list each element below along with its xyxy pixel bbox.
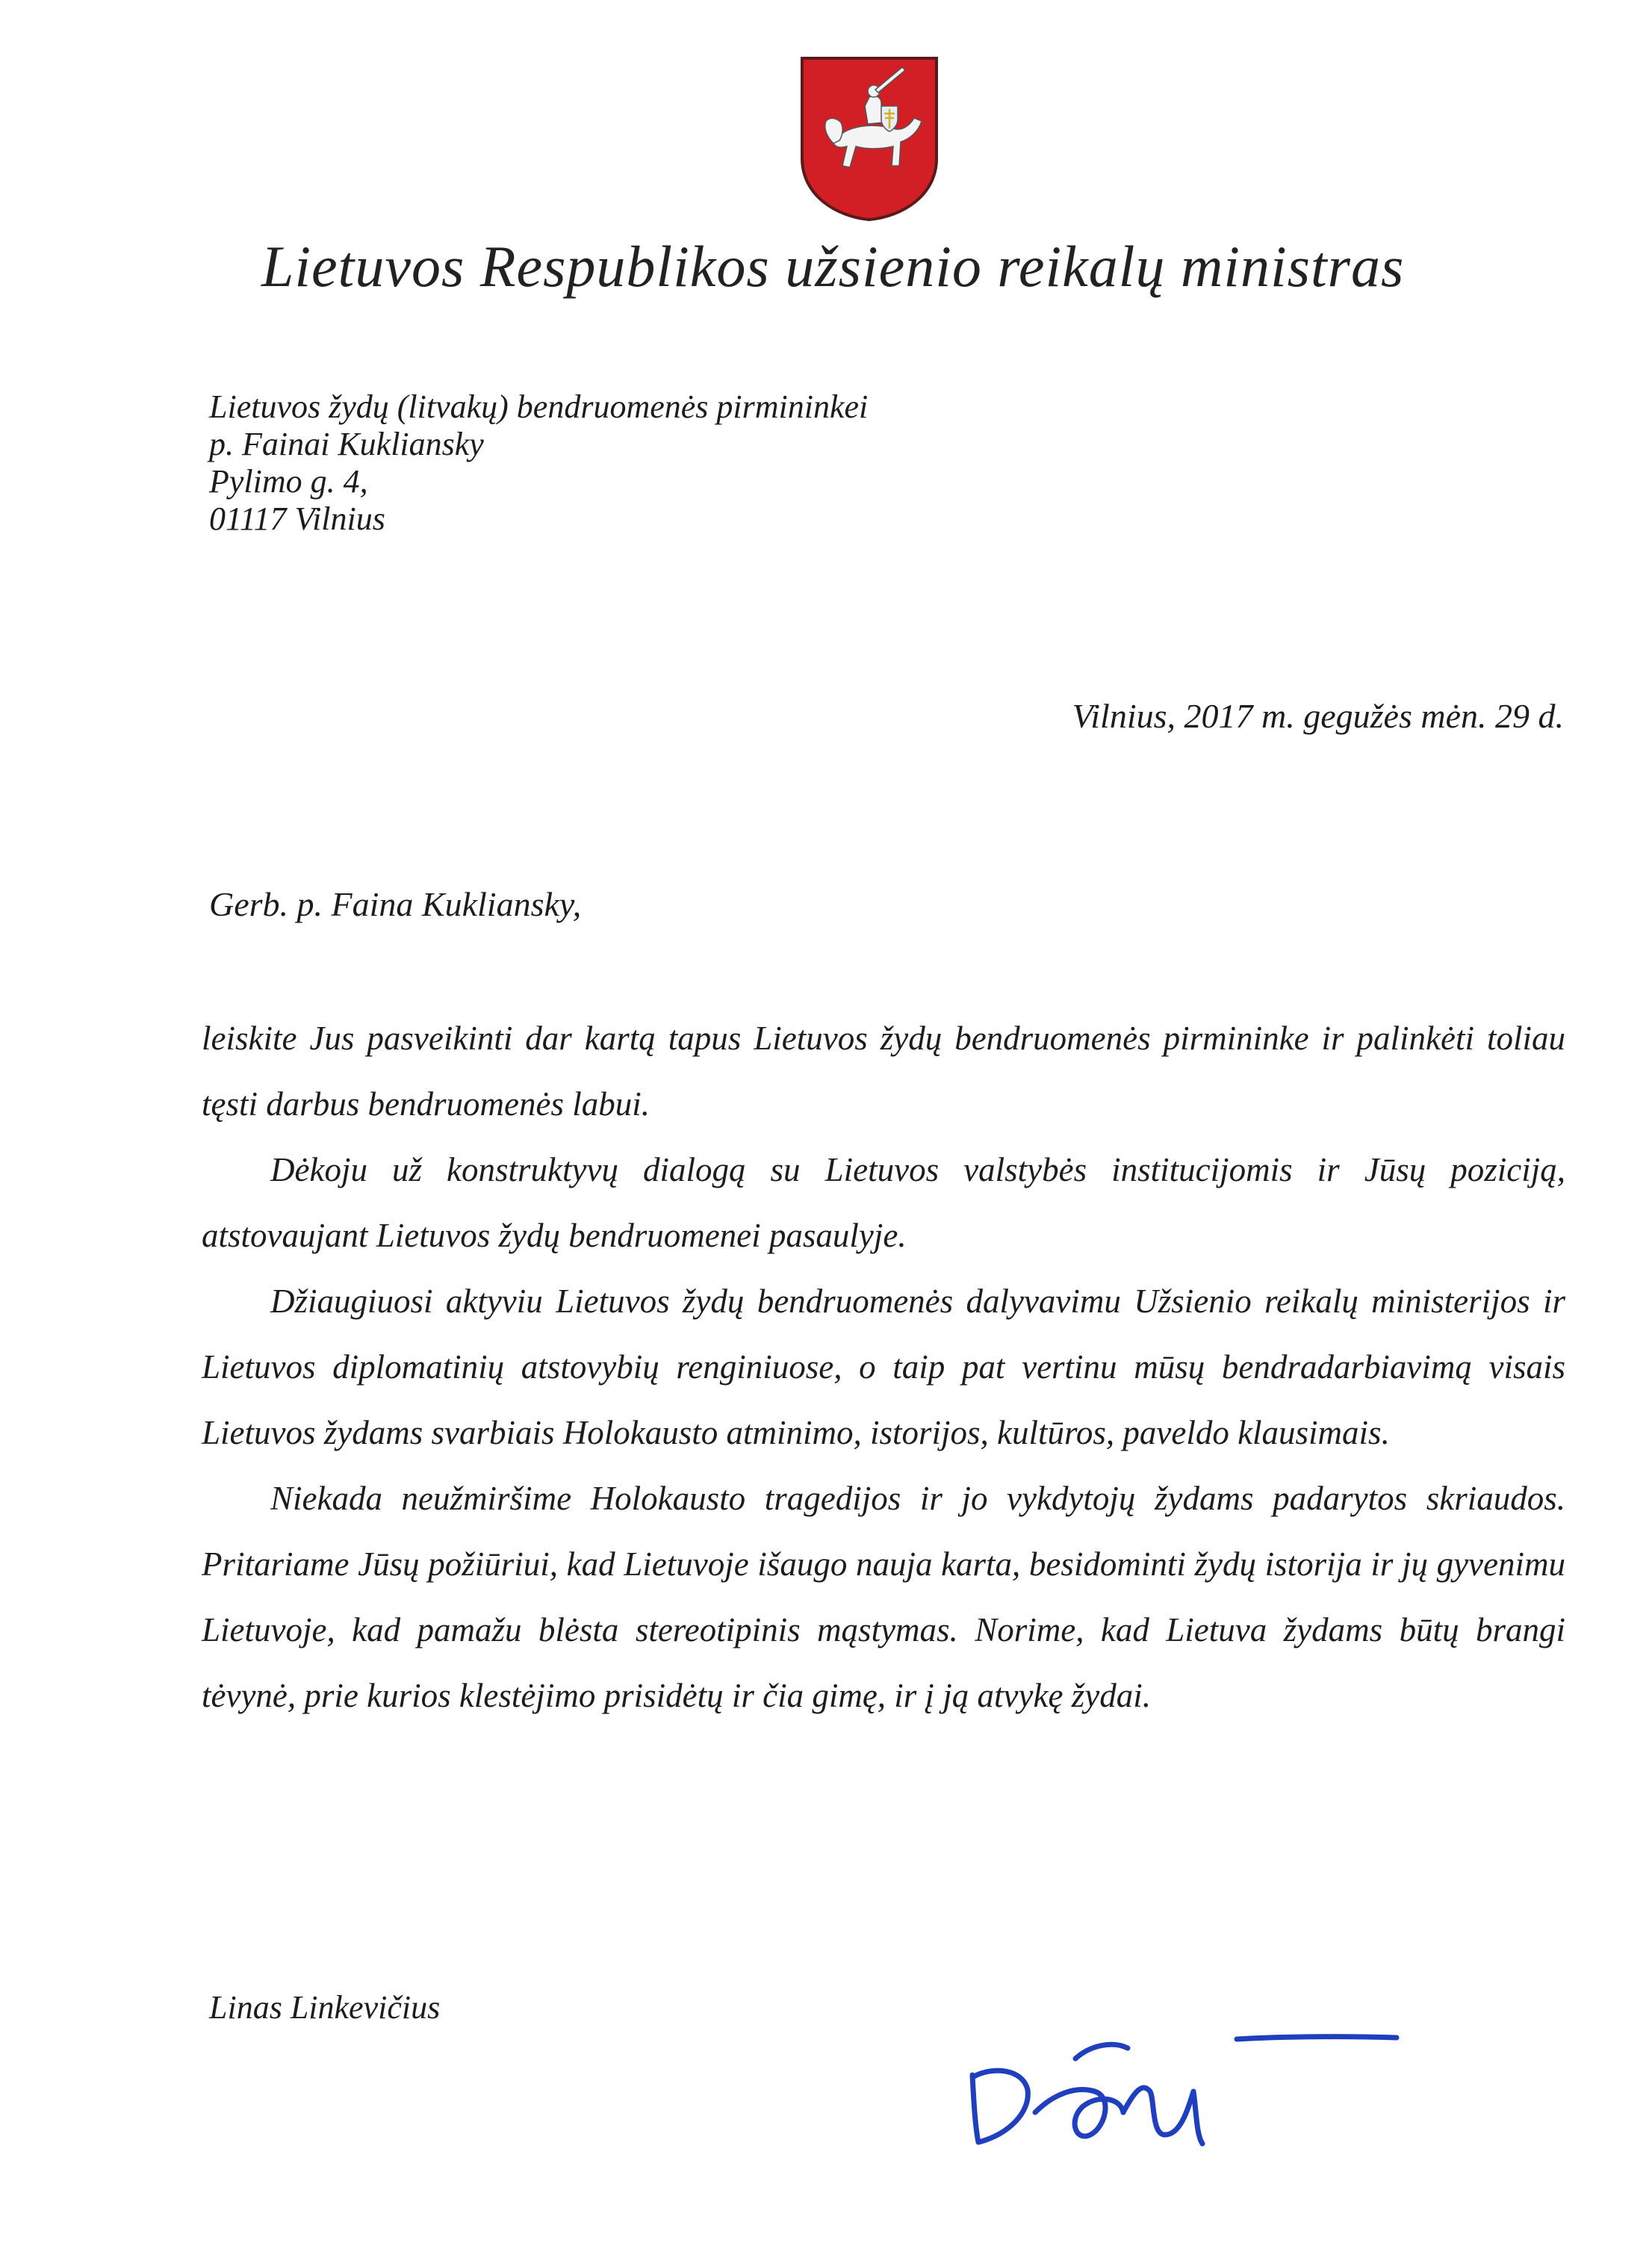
vytis-coat-of-arms-icon [798, 54, 941, 223]
recipient-line: p. Fainai Kukliansky [209, 426, 484, 462]
letter-date: Vilnius, 2017 m. gegužės mėn. 29 d. [1072, 697, 1564, 735]
recipient-line: Pylimo g. 4, [209, 463, 368, 500]
signature-icon [963, 2023, 1412, 2157]
recipient-line: Lietuvos žydų (litvakų) bendruomenės pirmininkei [209, 388, 869, 425]
recipient-address [209, 388, 868, 538]
body-paragraph: Niekada neužmiršime Holokausto tragedijos ir jo vykdytojų žydams padarytos skriaudos. Pritariame Jūsų požiūriui, kad Lietuvoje išaugo nauja karta, besidominti žydų istorija ir jų gyvenimu Lietuvoje, kad pamažu blėsta stereotipinis mąstymas. Norime, kad Lietuva žydams būtų brangi tėvynė, prie kurios klestėjimo prisidėtų ir čia gimę, ir į ją atvykę žydai. [202, 1480, 1565, 1714]
letter-body [202, 1005, 1565, 1728]
body-paragraph: Dėkoju už konstruktyvų dialogą su Lietuvos valstybės institucijomis ir Jūsų poziciją, atstovaujant Lietuvos žydų bendruomenei pasaulyje. [202, 1151, 1565, 1254]
letterhead-title: Lietuvos Respublikos užsienio reikalų ministras [261, 234, 1405, 299]
signer-name: Linas Linkevičius [209, 1989, 441, 2026]
body-paragraph: Džiaugiuosi aktyviu Lietuvos žydų bendruomenės dalyvavimu Užsienio reikalų ministerijos ir Lietuvos diplomatinių atstovybių renginiuose, o taip pat vertinu mūsų bendradarbiavimą visais Lietuvos žydams svarbiais Holokausto atminimo, istorijos, kultūros, paveldo klausimais. [202, 1282, 1565, 1451]
body-paragraph: leiskite Jus pasveikinti dar kartą tapus Lietuvos žydų bendruomenės pirmininke ir palinkėti toliau tęsti darbus bendruomenės labui. [202, 1020, 1565, 1123]
recipient-line: 01117 Vilnius [209, 500, 385, 537]
salutation: Gerb. p. Faina Kukliansky, [209, 885, 582, 923]
